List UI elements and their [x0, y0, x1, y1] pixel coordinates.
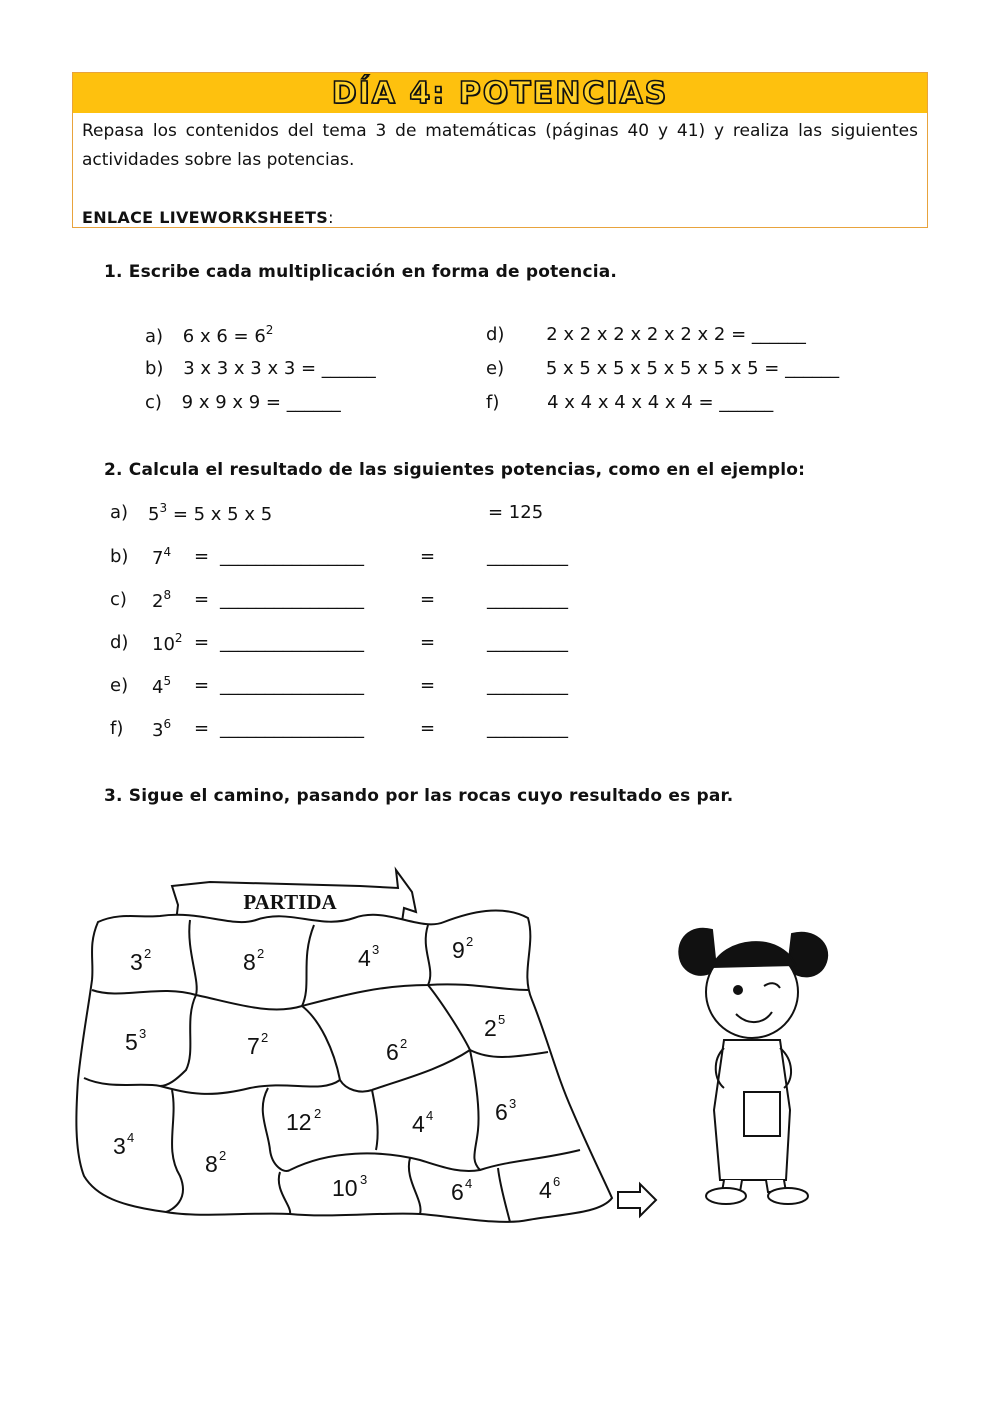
result-blank[interactable]: _________ [487, 589, 568, 610]
item-expression: 4 x 4 x 4 x 4 x 4 = ______ [547, 392, 774, 413]
expansion-blank[interactable]: ________________ [220, 546, 364, 567]
example-base: 5 [148, 504, 160, 525]
power-exponent: 8 [163, 588, 172, 602]
link-label-colon: : [328, 208, 334, 227]
rock-base: 7 [247, 1033, 260, 1059]
rock-exponent: 3 [509, 1096, 517, 1111]
rock-exponent: 2 [400, 1036, 408, 1051]
rock-base: 12 [286, 1109, 312, 1135]
rock-exponent: 4 [127, 1130, 135, 1145]
rock-base: 6 [451, 1179, 464, 1205]
result-blank[interactable]: _________ [487, 632, 568, 653]
rock-base: 4 [539, 1177, 552, 1203]
page-title: DÍA 4: POTENCIAS [331, 75, 669, 111]
link-label-text: ENLACE LIVEWORKSHEETS [82, 208, 329, 227]
item-expression: 9 x 9 x 9 = ______ [181, 392, 341, 413]
equals-sign: = [194, 589, 210, 610]
power-base: 7 [152, 548, 164, 569]
rock-exponent: 2 [314, 1106, 322, 1121]
item-letter: d) [110, 632, 129, 653]
item-expression: 3 x 3 x 3 x 3 = ______ [183, 358, 376, 379]
expansion-blank[interactable]: ________________ [220, 632, 364, 653]
question-3-title: 3. Sigue el camino, pasando por las rocas cuyo resultado es par. [104, 786, 734, 806]
power-exponent: 2 [174, 631, 183, 645]
item-letter: f) [110, 718, 124, 739]
power-exponent: 6 [163, 717, 172, 731]
rock-exponent: 2 [257, 946, 265, 961]
equals-sign: = [420, 718, 436, 739]
item-letter: a) [145, 326, 164, 347]
rock-exponent: 2 [261, 1030, 269, 1045]
question-1-title: 1. Escribe cada multiplicación en forma de potencia. [104, 262, 618, 282]
expansion-blank[interactable]: ________________ [220, 718, 364, 739]
item-letter: b) [110, 546, 129, 567]
power-base: 2 [152, 591, 164, 612]
rock-base: 10 [332, 1175, 358, 1201]
rock-exponent: 3 [372, 942, 380, 957]
rock-base: 4 [358, 945, 371, 971]
rock-base: 6 [495, 1099, 508, 1125]
rock-exponent: 2 [219, 1148, 227, 1163]
power-base: 10 [152, 634, 175, 655]
item-expression: 5 x 5 x 5 x 5 x 5 x 5 x 5 = ______ [545, 358, 840, 379]
result-blank[interactable]: _________ [487, 546, 568, 567]
equals-sign: = [194, 675, 210, 696]
equals-sign: = [420, 589, 436, 610]
item-expression: 6 x 6 = 6 [182, 326, 266, 347]
rock-base: 8 [205, 1151, 218, 1177]
item-letter: b) [145, 358, 164, 379]
item-letter: f) [486, 392, 500, 413]
item-exponent: 2 [265, 323, 274, 337]
rock-base: 6 [386, 1039, 399, 1065]
rock-base: 8 [243, 949, 256, 975]
rock-exponent: 3 [139, 1026, 147, 1041]
item-letter: a) [110, 502, 129, 523]
girl-illustration [679, 929, 827, 1204]
intro-paragraph: Repasa los contenidos del tema 3 de matemáticas (páginas 40 y 41) y realiza las siguientes actividades sobre las potencias. [82, 121, 918, 170]
item-letter: c) [145, 392, 162, 413]
rock-exponent: 4 [465, 1176, 473, 1191]
rock-base: 4 [412, 1111, 425, 1137]
item-letter: c) [110, 589, 127, 610]
rock-exponent: 4 [426, 1108, 434, 1123]
equals-sign: = [194, 546, 210, 567]
rock-base: 9 [452, 937, 465, 963]
equals-sign: = [194, 718, 210, 739]
equals-sign: = [420, 675, 436, 696]
item-letter: e) [110, 675, 129, 696]
item-expression: 2 x 2 x 2 x 2 x 2 x 2 = ______ [546, 324, 806, 345]
power-base: 4 [152, 677, 164, 698]
q2-example-result: = 125 [488, 502, 544, 523]
expansion-blank[interactable]: ________________ [220, 675, 364, 696]
item-letter: d) [486, 324, 505, 345]
rock-base: 3 [113, 1133, 126, 1159]
result-blank[interactable]: _________ [487, 718, 568, 739]
result-blank[interactable]: _________ [487, 675, 568, 696]
arrow-right-icon [618, 1184, 656, 1216]
rock-base: 5 [125, 1029, 138, 1055]
equals-sign: = [420, 546, 436, 567]
power-base: 3 [152, 720, 164, 741]
example-expansion: = 5 x 5 x 5 [172, 504, 273, 525]
expansion-blank[interactable]: ________________ [220, 589, 364, 610]
example-exponent: 3 [159, 501, 168, 515]
rock-base: 3 [130, 949, 143, 975]
item-letter: e) [486, 358, 505, 379]
start-label: PARTIDA [243, 890, 337, 914]
power-exponent: 5 [163, 674, 172, 688]
rock-exponent: 6 [553, 1174, 561, 1189]
rock-exponent: 3 [360, 1172, 368, 1187]
rock-exponent: 2 [466, 934, 474, 949]
question-2-title: 2. Calcula el resultado de las siguientes potencias, como en el ejemplo: [104, 460, 806, 480]
rock-exponent: 2 [144, 946, 152, 961]
rock-base: 2 [484, 1015, 497, 1041]
equals-sign: = [194, 632, 210, 653]
equals-sign: = [420, 632, 436, 653]
rock-exponent: 5 [498, 1012, 506, 1027]
power-exponent: 4 [163, 545, 172, 559]
